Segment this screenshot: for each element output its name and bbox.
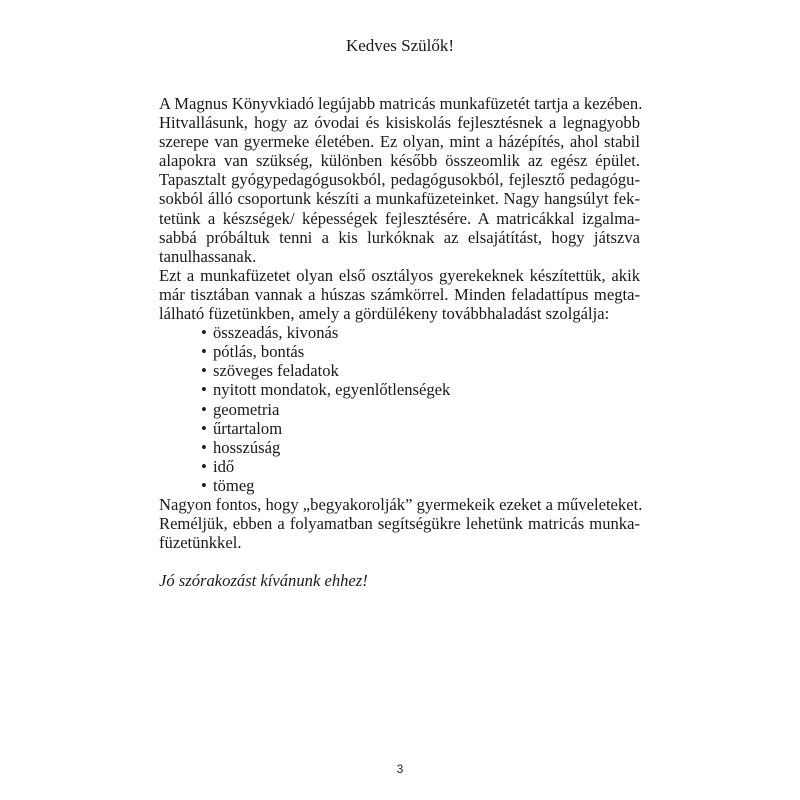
- intro-paragraph: [159, 94, 643, 266]
- bullet-icon: •: [201, 456, 207, 476]
- list-item: • nyitott mondatok, egyenlőtlenségek: [201, 380, 451, 400]
- text-line: tetünk a készségek/ képességek fejlesztésére. A matricákkal izgalma-: [159, 208, 640, 228]
- task-type-list: [159, 323, 640, 495]
- bullet-icon: •: [201, 418, 207, 438]
- text-line: Reméljük, ebben a folyamatban segítségükre lehetünk matricás munka-: [159, 514, 640, 534]
- list-item: • összeadás, kivonás: [201, 323, 339, 343]
- document-body: [159, 94, 643, 591]
- page-title: Kedves Szülők!: [345, 36, 455, 55]
- text-line: sokból álló csoportunk készíti a munkafüzeteinket. Nagy hangsúlyt fek-: [159, 189, 640, 209]
- text-line: sabbá próbáltuk tenni a kis lurkóknak az elsajátítást, hogy játszva: [159, 227, 640, 247]
- list-item: • tömeg: [201, 475, 255, 495]
- text-line: Nagyon fontos, hogy „begyakorolják” gyermekeik ezeket a műveleteket.: [159, 494, 643, 514]
- text-line: Tapasztalt gyógypedagógusokból, pedagógusokból, fejlesztő pedagógu-: [159, 170, 640, 190]
- bullet-icon: •: [201, 399, 207, 419]
- list-item: • szöveges feladatok: [201, 361, 339, 381]
- bullet-icon: •: [201, 342, 207, 362]
- text-line: füzetünkkel.: [159, 533, 242, 553]
- text-line: szerepe van gyermeke életében. Ez olyan, mint a házépítés, ahol stabil: [159, 132, 640, 152]
- list-item: • geometria: [201, 399, 280, 419]
- practice-paragraph: [159, 494, 643, 553]
- workbook-paragraph: [159, 266, 640, 323]
- closing-line: Jó szórakozást kívánunk ehhez!: [159, 571, 368, 591]
- text-line: alapokra van szükség, különben később összeomlik az egész épület.: [159, 151, 640, 171]
- text-line: már tisztában vannak a húszas számkörrel. Minden feladattípus megta-: [159, 284, 640, 304]
- list-item: • idő: [201, 456, 235, 476]
- bullet-icon: •: [201, 437, 207, 457]
- page-number: 3: [396, 762, 404, 776]
- list-item: • hosszúság: [201, 437, 281, 457]
- text-line: tanulhassanak.: [159, 246, 257, 266]
- text-line: A Magnus Könyvkiadó legújabb matricás munkafüzetét tartja a kezében.: [159, 94, 643, 113]
- text-line: Hitvallásunk, hogy az óvodai és kisiskolás fejlesztésnek a legnagyobb: [159, 113, 640, 133]
- list-item: • pótlás, bontás: [201, 342, 305, 362]
- bullet-icon: •: [201, 380, 207, 400]
- bullet-icon: •: [201, 323, 207, 343]
- bullet-icon: •: [201, 475, 207, 495]
- text-line: Ezt a munkafüzetet olyan első osztályos gyerekeknek készítettük, akik: [159, 265, 640, 285]
- bullet-icon: •: [201, 361, 207, 381]
- list-item: • űrtartalom: [201, 418, 283, 438]
- text-line: lálható füzetünkben, amely a gördülékeny továbbhaladást szolgálja:: [159, 304, 610, 324]
